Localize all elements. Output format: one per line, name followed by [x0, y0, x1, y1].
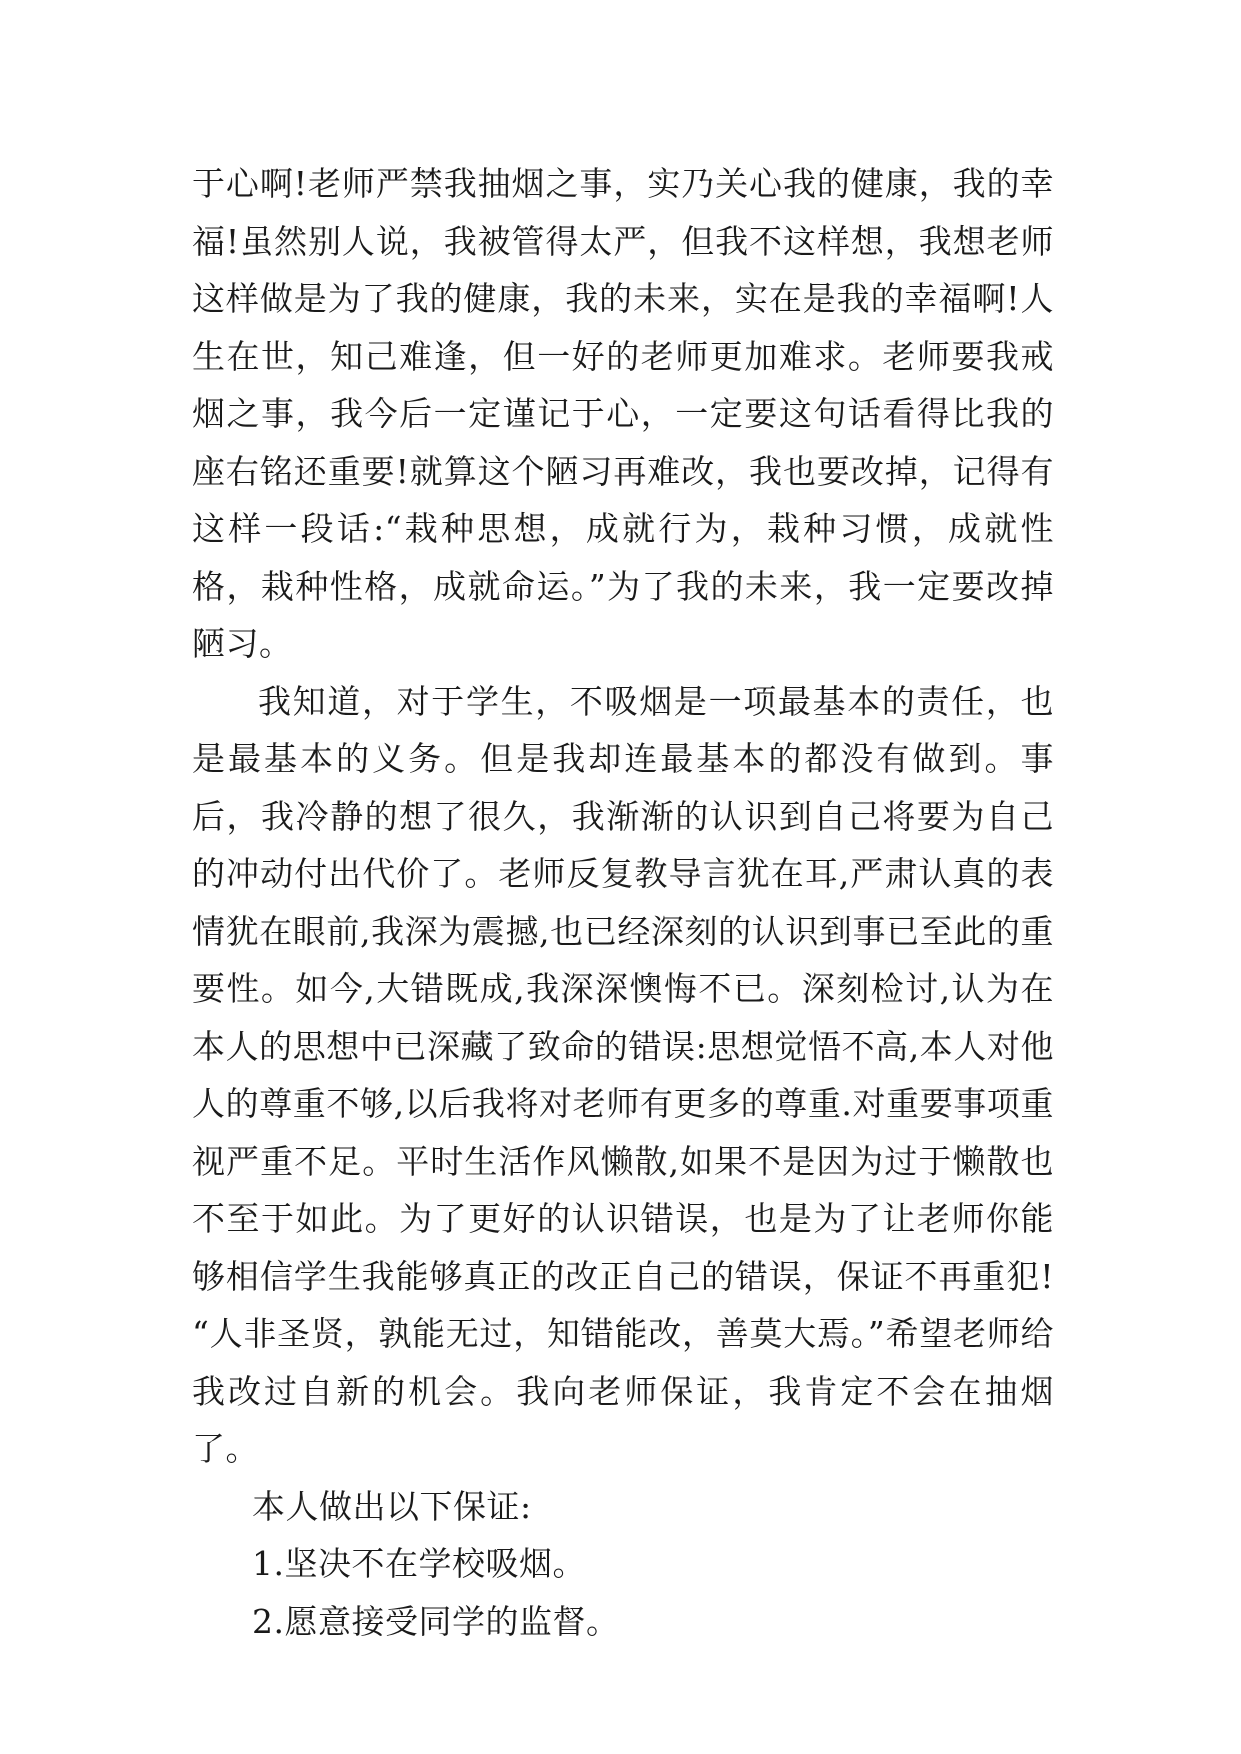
guarantee-intro: 本人做出以下保证: [252, 1486, 532, 1526]
paragraph-reflection: 我知道，对于学生，不吸烟是一项最基本的责任，也是最基本的义务。但是我却连最基本的都没有做到。事后，我冷静的想了很久，我渐渐的认识到自己将要为自己的冲动付出代价了。老师反复教导言犹在耳,严肃认真的表情犹在眼前,我深为震撼,也已经深刻的认识到事已至此的重要性。如今,大错既成,我深深懊悔不已。深刻检讨,认为在本人的思想中已深藏了致命的错误:思想觉悟不高,本人对他人的尊重不够,以后我将对老师有更多的尊重.对重要事项重视严重不足。平时生活作风懒散,如果不是因为过于懒散也不至于如此。为了更好的认识错误，也是为了让老师你能够相信学生我能够真正的改正自己的错误，保证不再重犯! “人非圣贤，孰能无过，知错能改，善莫大焉。”希望老师给我改过自新的机会。我向老师保证，我肯定不会在抽烟了。 [192, 681, 1054, 1468]
document-page [192, 155, 1054, 1650]
paragraph-continuation: 于心啊!老师严禁我抽烟之事，实乃关心我的健康，我的幸福!虽然别人说，我被管得太严，但我不这样想，我想老师这样做是为了我的健康，我的未来，实在是我的幸福啊!人生在世，知己难逢，但一好的老师更加难求。老师要我戒烟之事，我今后一定谨记于心，一定要这句话看得比我的座右铭还重要!就算这个陋习再难改，我也要改掉，记得有这样一段话:“栽种思想，成就行为，栽种习惯，成就性格，栽种性格，成就命运。”为了我的未来，我一定要改掉陋习。 [192, 164, 1054, 663]
guarantee-item-1: 1.坚决不在学校吸烟。 [252, 1544, 586, 1583]
guarantee-item-2: 2.愿意接受同学的监督。 [252, 1601, 620, 1641]
